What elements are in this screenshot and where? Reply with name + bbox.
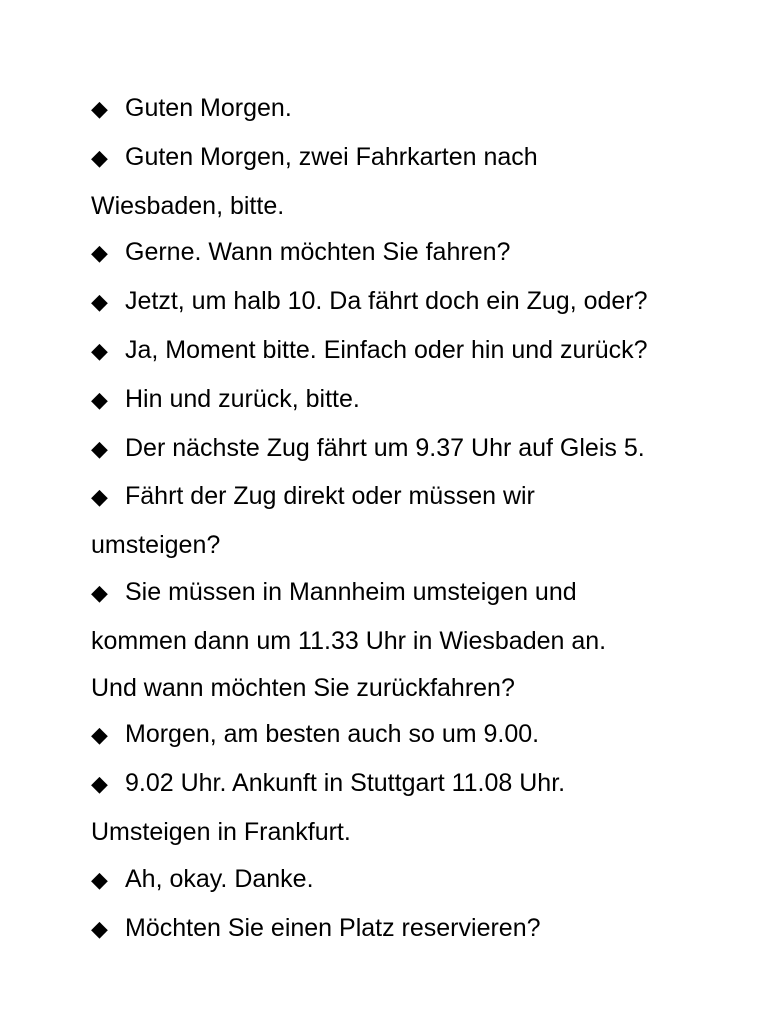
diamond-bullet-icon: ◆	[91, 916, 108, 942]
dialogue-line	[91, 327, 691, 376]
dialogue-line	[91, 278, 691, 327]
dialogue-line-text: Sie müssen in Mannheim umsteigen und	[125, 577, 577, 606]
dialogue-line	[91, 760, 691, 809]
dialogue-line-text: Guten Morgen, zwei Fahrkarten nach	[125, 142, 538, 171]
dialogue-line-continuation	[91, 809, 691, 856]
diamond-bullet-icon: ◆	[91, 338, 108, 364]
dialogue-line-text: kommen dann um 11.33 Uhr in Wiesbaden an.	[91, 626, 607, 655]
dialogue-line	[91, 711, 691, 760]
dialogue-line-continuation	[91, 183, 691, 230]
dialogue-line-text: Umsteigen in Frankfurt.	[91, 817, 351, 846]
dialogue-line-text: Guten Morgen.	[125, 94, 292, 122]
dialogue-line	[91, 856, 691, 905]
dialogue-line-text: Der nächste Zug fährt um 9.37 Uhr auf Gleis 5.	[125, 433, 645, 462]
dialogue-line-text: Ja, Moment bitte. Einfach oder hin und zurück?	[125, 335, 648, 364]
dialogue-line-text: Morgen, am besten auch so um 9.00.	[125, 720, 540, 749]
dialogue-line-text: Wiesbaden, bitte.	[91, 191, 285, 220]
dialogue-text	[91, 85, 691, 953]
diamond-bullet-icon: ◆	[91, 723, 108, 749]
diamond-bullet-icon: ◆	[91, 145, 108, 171]
diamond-bullet-icon: ◆	[91, 772, 108, 798]
dialogue-line-text: Fährt der Zug direkt oder müssen wir	[125, 482, 535, 511]
dialogue-line	[91, 229, 691, 278]
dialogue-line-continuation	[91, 618, 691, 665]
diamond-bullet-icon: ◆	[91, 485, 108, 511]
diamond-bullet-icon: ◆	[91, 241, 108, 267]
dialogue-line-text: Jetzt, um halb 10. Da fährt doch ein Zug, oder?	[125, 287, 648, 316]
diamond-bullet-icon: ◆	[91, 580, 108, 606]
dialogue-line-continuation	[91, 665, 691, 712]
dialogue-line-text: Gerne. Wann möchten Sie fahren?	[125, 238, 511, 267]
dialogue-line-text: 9.02 Uhr. Ankunft in Stuttgart 11.08 Uhr.	[125, 769, 566, 798]
dialogue-line-text: Ah, okay. Danke.	[125, 864, 314, 893]
dialogue-line-continuation	[91, 522, 691, 569]
dialogue-line	[91, 569, 691, 618]
dialogue-line	[91, 134, 691, 183]
dialogue-line-text: umsteigen?	[91, 531, 221, 560]
dialogue-line	[91, 85, 691, 134]
dialogue-line	[91, 376, 691, 425]
diamond-bullet-icon: ◆	[91, 867, 108, 893]
dialogue-line-text: Möchten Sie einen Platz reservieren?	[125, 913, 541, 942]
dialogue-line-text: Und wann möchten Sie zurückfahren?	[91, 673, 515, 702]
diamond-bullet-icon: ◆	[91, 387, 108, 413]
dialogue-line	[91, 905, 691, 954]
diamond-bullet-icon: ◆	[91, 436, 108, 462]
dialogue-line-text: Hin und zurück, bitte.	[125, 384, 360, 413]
diamond-bullet-icon: ◆	[91, 97, 108, 122]
dialogue-line	[91, 425, 691, 474]
dialogue-line	[91, 473, 691, 522]
diamond-bullet-icon: ◆	[91, 290, 108, 316]
